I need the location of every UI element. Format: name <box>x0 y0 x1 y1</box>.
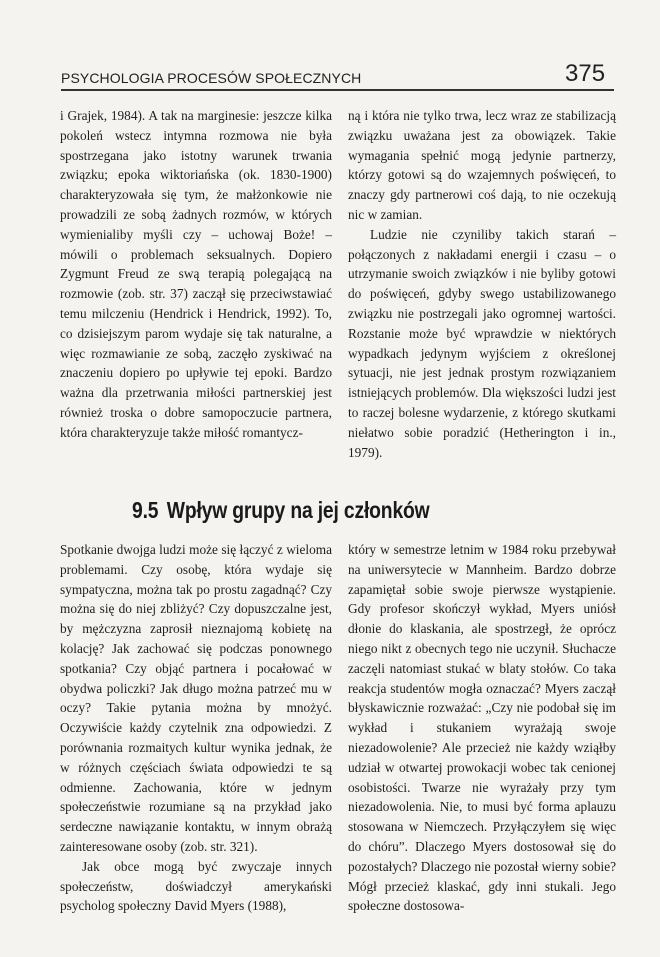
top-right-column <box>348 106 616 462</box>
section-heading <box>132 497 430 524</box>
paragraph: Jak obce mogą być zwyczaje innych społeczeństw, doświadczył amerykański psycholog społeczny David Myers (1988), <box>60 858 332 914</box>
top-left-column <box>60 106 332 443</box>
paragraph: który w semestrze letnim w 1984 roku przebywał na uniwersytecie w Mannheim. Bardzo dobrze zapamiętał sobie swoje pierwsze wystąpienie. Gdy profesor skończył wykład, Myers uniósł dłonie do klaskania, ale spostrzegł, że oprócz niego nikt z obecnych tego nie uczynił. Słuchacze zaczęli natomiast stukać w blaty stołów. Co taka reakcja studentów mogła oznaczać? Myers zaczął błyskawicznie rozważać: „Czy nie podobał się im wykład i stukaniem wyrażają swoje niezadowolenie? Ale przecież nie każdy wziąłby udział w otwartej prowokacji wobec tak cenionej osobistości. Twarze nie wyrażały przy tym niezadowolenia. Nie, to musi być forma aplauzu stosowana w Niemczech. Przyłączyłem się więc do chóru”. Dlaczego Myers dostosował się do pozostałych? Dlaczego nie pozostał wierny sobie? Mógł przecież klaskać, gdy inni stukali. Jego społeczne dostosowa- <box>348 542 616 914</box>
paragraph: Ludzie nie czyniliby takich starań – połączonych z nakładami energii i czasu – o utrzymanie swoich związków i nie byliby gotowi do poświęceń, gdyby swego ustabilizowanego związku nie postrzegali jako ogromnej wartości. Rozstanie może być wprawdzie w niektórych wypadkach jedynym wyjściem z określonej sytuacji, nie jest jednak prostym rozwiązaniem istniejących problemów. Dla większości ludzi jest to raczej bolesne wydarzenie, z którego skutkami niełatwo sobie poradzić (Hetherington i in., 1979). <box>348 226 616 460</box>
section-title: Wpływ grupy na jej członków <box>166 497 430 523</box>
paragraph: ną i która nie tylko trwa, lecz wraz ze stabilizacją związku uważana jest za obowiązek. Takie wymagania spełnić mogą jedynie partnerzy, którzy gotowi są do wzajemnych poświęceń, to znaczy gdy partnerowi coś dają, to nie oczekują nic w zamian. <box>348 108 616 222</box>
running-title: PSYCHOLOGIA PROCESÓW SPOŁECZNYCH <box>61 70 362 86</box>
header-rule <box>61 89 614 91</box>
paragraph: Spotkanie dwojga ludzi może się łączyć z wieloma problemami. Czy osobę, która wydaje się sympatyczna, można tak po prostu zagadnąć? Czy można się do niej zbliżyć? Czy dopuszczalne jest, by mężczyzna zaprosił nieznajomą kobietę na kolację? Jak zachować się podczas ponownego spotkania? Czy objąć partnera i pocałować w obydwa policzki? Jak długo można patrzeć mu w oczy? Takie pytania można by mnożyć. Oczywiście każdy czytelnik zna odpowiedzi. Z porównania rozmaitych kultur wynika jednak, że w różnych częściach świata odpowiedzi te są odmienne. Zachowania, które w jednym społeczeństwie rozumiane są na przykład jako serdeczne nawiązanie kontaktu, w innym obrażą zainteresowane osoby (zob. str. 321). <box>60 542 332 854</box>
paragraph: i Grajek, 1984). A tak na marginesie: jeszcze kilka pokoleń wstecz intymna rozmowa nie była spostrzegana jako istotny warunek trwania związku; epoka wiktoriańska (ok. 1830-1900) charakteryzowała się tym, że małżonkowie nie prowadzili ze sobą żadnych rozmów, w których wymienialiby myśli czy – uchowaj Boże! – mówili o problemach seksualnych. Dopiero Zygmunt Freud ze swą terapią polegającą na rozmowie (zob. str. 37) zaczął się przeciwstawiać temu milczeniu (Hendrick i Hendrick, 1992). To, co dzisiejszym parom wydaje się tak naturalne, a więc rozmawianie ze sobą, zaczęło zyskiwać na znaczeniu dopiero po upływie tej epoki. Bardzo ważna dla przetrwania miłości partnerskiej jest również troska o dobre samopoczucie partnera, która charakteryzuje także miłość romantycz- <box>60 108 332 440</box>
page-number: 375 <box>565 60 606 87</box>
bottom-left-column <box>60 540 332 916</box>
section-number: 9.5 <box>132 497 159 523</box>
bottom-right-column <box>348 540 616 916</box>
